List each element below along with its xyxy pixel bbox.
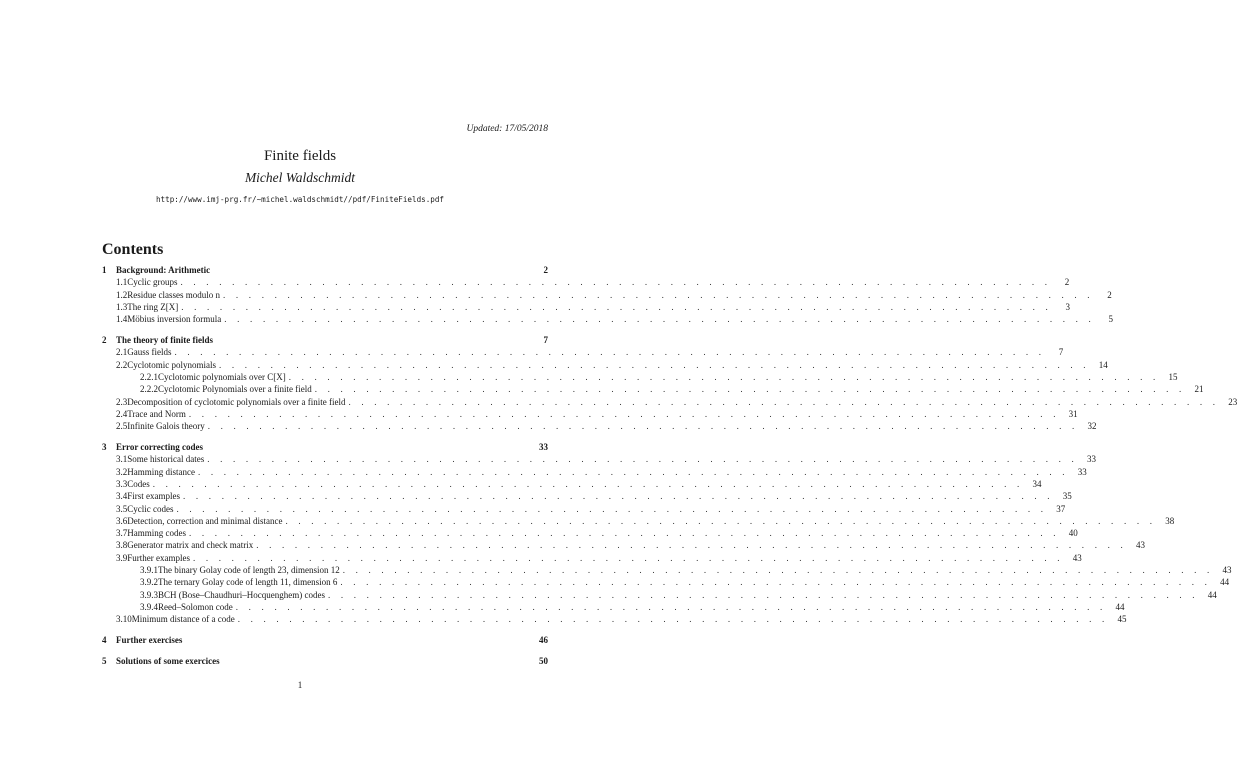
toc-entry[interactable] (102, 313, 1113, 325)
toc-leader-dots: . . . . . . . . . . . . . . . . . . . . . . . . . . . . . . . . . . . . . . . . . . . . . . . . . . . . . . . . . . . . . . . . . . . . (174, 347, 1046, 358)
toc-entry-title: The ternary Golay code of length 11, dimension 6 (158, 577, 338, 588)
toc-entry-title: Cyclic groups (127, 277, 178, 288)
toc-entry-number: 3.8 (116, 540, 128, 551)
toc-entry-page: 46 (539, 635, 548, 646)
toc-section-entry[interactable] (102, 655, 548, 667)
toc-entry-title: Background: Arithmetic (116, 265, 211, 275)
toc-entry-title: Generator matrix and check matrix (127, 540, 254, 551)
toc-entry-title: Trace and Norm (127, 408, 186, 419)
toc-entry-title: BCH (Bose–Chaudhuri–Hocquenghem) codes (158, 589, 325, 600)
toc-leader-dots: . . . . . . . . . . . . . . . . . . . . . . . . . . . . . . . . . . . . . . . . . . . . . . . . . . . . . . . . . . . . . . . . . . . . (183, 491, 1054, 502)
toc-entry-page: 35 (1062, 491, 1072, 502)
toc-entry-page: 21 (1194, 384, 1204, 395)
toc-leader-dots: . . . . . . . . . . . . . . . . . . . . . . . . . . . . . . . . . . . . . . . . . . . . . . . . . . . . . . . . . . . . . . . . . . . . (285, 515, 1157, 526)
toc-entry-page: 34 (1032, 478, 1042, 489)
toc-entry-page: 44 (1207, 589, 1217, 600)
toc-leader-dots: . . . . . . . . . . . . . . . . . . . . . . . . . . . . . . . . . . . . . . . . . . . . . . . . . . . . . . . . . . . . . . . . . . . . (256, 540, 1127, 551)
toc-leader-dots: . . . . . . . . . . . . . . . . . . . . . . . . . . . . . . . . . . . . . . . . . . . . . . . . . . . . . . . . . . . . . . . . . . . . (237, 614, 1109, 625)
toc-entry-number: 1.4 (116, 314, 128, 325)
contents-heading: Contents (102, 241, 164, 258)
toc-leader-dots: . . . . . . . . . . . . . . . . . . . . . . . . . . . . . . . . . . . . . . . . . . . . . . . . . . . . . . . . . . . . . . . . . . . . (348, 396, 1220, 407)
toc-entry[interactable] (102, 453, 1096, 465)
toc-entry-page: 50 (539, 655, 548, 666)
toc-entry-title: The ring Z[X] (127, 301, 179, 312)
toc-entry-number: 1.2 (116, 289, 128, 300)
toc-entry-number: 2.5 (116, 421, 128, 432)
toc-entry-number: 4 (102, 635, 107, 646)
toc-entry[interactable] (102, 576, 1230, 588)
toc-section-entry[interactable] (102, 634, 548, 646)
toc-entry-page: 32 (1087, 421, 1097, 432)
toc-leader-dots: . . . . . . . . . . . . . . . . . . . . . . . . . . . . . . . . . . . . . . . . . . . . . . . . . . . . . . . . . . . . . . . . . . . . (189, 528, 1060, 539)
toc-entry-page: 14 (1098, 359, 1108, 370)
toc-entry-number: 3.9.2 (140, 577, 158, 588)
toc-leader-dots: . . . . . . . . . . . . . . . . . . . . . . . . . . . . . . . . . . . . . . . . . . . . . . . . . . . . . . . . . . . . . . . . . . . . (219, 359, 1090, 370)
toc-entry-title: The binary Golay code of length 23, dimension 12 (158, 565, 340, 576)
toc-entry[interactable] (102, 601, 1125, 613)
toc-entry-title: Further examples (127, 552, 190, 563)
toc-entry[interactable] (102, 589, 1217, 601)
toc-entry-page: 7 (1058, 347, 1064, 358)
toc-entry-number: 3.9.3 (140, 589, 158, 600)
toc-leader-dots: . . . . . . . . . . . . . . . . . . . . . . . . . . . . . . . . . . . . . . . . . . . . . . . . . . . . . . . . . . . . . . . . . . . . (192, 552, 1064, 563)
toc-entry-number: 3.10 (116, 614, 132, 625)
toc-entry-page: 40 (1068, 528, 1078, 539)
page-number: 1 (297, 680, 303, 690)
toc-entry-page: 38 (1165, 515, 1175, 526)
toc-entry-page: 44 (1220, 577, 1230, 588)
toc-entry-number: 1 (102, 265, 107, 275)
toc-entry[interactable] (102, 346, 1064, 358)
toc-entry-number: 3.9 (116, 552, 128, 563)
toc-entry-number: 3.1 (116, 454, 128, 465)
toc-entry-title: Further exercises (116, 635, 183, 646)
toc-entry[interactable] (102, 383, 1204, 395)
toc-entry-number: 5 (102, 655, 107, 666)
toc-leader-dots: . . . . . . . . . . . . . . . . . . . . . . . . . . . . . . . . . . . . . . . . . . . . . . . . . . . . . . . . . . . . . . . . . . . . (314, 384, 1186, 395)
toc-entry-number: 3.4 (116, 491, 128, 502)
toc-entry[interactable] (102, 552, 1082, 564)
toc-section-entry[interactable] (102, 334, 548, 346)
toc-entry-number: 1.3 (116, 301, 128, 312)
toc-entry-title: Cyclic codes (127, 503, 174, 514)
document-title: Finite fields (263, 148, 337, 164)
toc-entry-page: 7 (543, 335, 548, 346)
toc-entry-title: Cyclotomic Polynomials over a finite field (158, 384, 312, 395)
toc-entry[interactable] (102, 490, 1072, 502)
toc-entry[interactable] (102, 478, 1042, 490)
toc-entry-page: 33 (1077, 466, 1087, 477)
toc-entry-title: The theory of finite fields (116, 335, 213, 346)
toc-entry-number: 1.1 (116, 277, 128, 288)
toc-entry[interactable] (102, 301, 1070, 313)
toc-entry-page: 23 (1228, 396, 1237, 407)
toc-entry-title: Residue classes modulo n (127, 289, 220, 300)
toc-entry-title: Möbius inversion formula (127, 314, 222, 325)
toc-leader-dots: . . . . . . . . . . . . . . . . . . . . . . . . . . . . . . . . . . . . . . . . . . . . . . . . . . . . . . . . . . . . . . . . . . . . (180, 277, 1052, 288)
toc-entry[interactable] (102, 515, 1175, 527)
toc-entry[interactable] (102, 466, 1087, 478)
toc-entry-title: First examples (127, 491, 180, 502)
toc-entry[interactable] (102, 503, 1066, 515)
toc-entry-number: 3.6 (116, 515, 128, 526)
toc-entry-number: 2.4 (116, 408, 128, 419)
toc-leader-dots: . . . . . . . . . . . . . . . . . . . . . . . . . . . . . . . . . . . . . . . . . . . . . . . . . . . . . . . . . . . . . . . . . . . . (152, 478, 1024, 489)
toc-entry-title: Decomposition of cyclotomic polynomials over a finite field (127, 396, 346, 407)
toc-entry-title: Cyclotomic polynomials over C[X] (158, 371, 286, 382)
toc-entry-number: 3.2 (116, 466, 128, 477)
toc-leader-dots: . . . . . . . . . . . . . . . . . . . . . . . . . . . . . . . . . . . . . . . . . . . . . . . . . . . . . . . . . . . . . . . . . . . . (207, 421, 1079, 432)
toc-entry[interactable] (102, 289, 1112, 301)
author-name: Michel Waldschmidt (244, 170, 356, 185)
toc-entry-number: 2.2.1 (140, 371, 158, 382)
toc-leader-dots: . . . . . . . . . . . . . . . . . . . . . . . . . . . . . . . . . . . . . . . . . . . . . . . . . . . . . . . . . . . . . . . . . . . . (342, 565, 1214, 576)
toc-leader-dots: . . . . . . . . . . . . . . . . . . . . . . . . . . . . . . . . . . . . . . . . . . . . . . . . . . . . . . . . . . . . . . . . . . . . (188, 408, 1060, 419)
toc-entry[interactable] (102, 408, 1078, 420)
toc-entry-number: 3.3 (116, 478, 128, 489)
toc-leader-dots: . . . . . . . . . . . . . . . . . . . . . . . . . . . . . . . . . . . . . . . . . . . . . . . . . . . . . . . . . . . . . . . . . . . . (197, 466, 1069, 477)
toc-entry[interactable] (102, 276, 1070, 288)
toc-entry[interactable] (102, 371, 1178, 383)
toc-entry-title: Solutions of some exercices (116, 655, 220, 666)
toc-entry-title: Minimum distance of a code (131, 614, 235, 625)
updated-date: Updated: 17/05/2018 (466, 124, 548, 134)
toc-entry-page: 2 (543, 265, 548, 275)
toc-entry-page: 3 (1065, 301, 1070, 312)
toc-entry-page: 2 (1107, 289, 1112, 300)
toc-entry-title: Error correcting codes (116, 442, 203, 453)
toc-entry-title: Some historical dates (127, 454, 205, 465)
toc-entry-page: 15 (1168, 371, 1178, 382)
toc-entry[interactable] (102, 564, 1232, 576)
document-url[interactable]: http://www.imj-prg.fr/~michel.waldschmidt//pdf/FiniteFields.pdf (155, 195, 445, 204)
toc-leader-dots: . . . . . . . . . . . . . . . . . . . . . . . . . . . . . . . . . . . . . . . . . . . . . . . . . . . . . . . . . . . . . . . . . . . . (224, 314, 1095, 325)
toc-entry-title: Hamming codes (127, 528, 186, 539)
toc-entry-title: Detection, correction and minimal distance (127, 515, 283, 526)
toc-leader-dots: . . . . . . . . . . . . . . . . . . . . . . . . . . . . . . . . . . . . . . . . . . . . . . . . . . . . . . . . . . . . . . . . . . . . (327, 589, 1199, 600)
toc-entry-page: 33 (1086, 454, 1096, 465)
toc-leader-dots: . . . . . . . . . . . . . . . . . . . . . . . . . . . . . . . . . . . . . . . . . . . . . . . . . . . . . . . . . . . . . . . . . . . . (223, 289, 1094, 300)
toc-entry[interactable] (102, 527, 1078, 539)
toc-entry-title: Infinite Galois theory (127, 421, 205, 432)
toc-entry[interactable] (102, 539, 1145, 551)
toc-entry[interactable] (102, 420, 1097, 432)
toc-leader-dots: . . . . . . . . . . . . . . . . . . . . . . . . . . . . . . . . . . . . . . . . . . . . . . . . . . . . . . . . . . . . . . . . . . . . (207, 454, 1078, 465)
toc-entry-number: 2.2.2 (140, 384, 158, 395)
toc-entry-number: 2.2 (116, 359, 128, 370)
toc-leader-dots: . . . . . . . . . . . . . . . . . . . . . . . . . . . . . . . . . . . . . . . . . . . . . . . . . . . . . . . . . . . . . . . . . . . . (176, 503, 1048, 514)
toc-entry-title: Hamming distance (127, 466, 195, 477)
toc-section-entry[interactable] (102, 441, 548, 453)
toc-entry[interactable] (102, 396, 1237, 408)
toc-entry-title: Cyclotomic polynomials (127, 359, 216, 370)
toc-entry[interactable] (102, 613, 1127, 625)
toc-entry-title: Gauss fields (127, 347, 172, 358)
toc-entry-page: 31 (1068, 408, 1078, 419)
toc-section-entry[interactable] (102, 264, 548, 276)
toc-leader-dots: . . . . . . . . . . . . . . . . . . . . . . . . . . . . . . . . . . . . . . . . . . . . . . . . . . . . . . . . . . . . . . . . . . . . (288, 371, 1160, 382)
toc-entry-page: 45 (1117, 614, 1127, 625)
toc-entry-page: 33 (539, 442, 548, 453)
toc-entry-title: Codes (127, 478, 150, 489)
toc-entry-page: 37 (1056, 503, 1066, 514)
toc-entry-number: 3 (102, 442, 107, 453)
toc-entry-page: 43 (1135, 540, 1145, 551)
toc-entry-number: 3.5 (116, 503, 128, 514)
toc-entry-page: 44 (1115, 601, 1125, 612)
toc-entry-number: 2.1 (116, 347, 128, 358)
toc-entry[interactable] (102, 359, 1108, 371)
toc-entry-page: 2 (1064, 277, 1070, 288)
toc-entry-number: 2 (102, 335, 107, 346)
toc-leader-dots: . . . . . . . . . . . . . . . . . . . . . . . . . . . . . . . . . . . . . . . . . . . . . . . . . . . . . . . . . . . . . . . . . . . . (235, 601, 1107, 612)
toc-entry-page: 43 (1072, 552, 1082, 563)
toc-entry-number: 3.9.4 (140, 601, 158, 612)
toc-entry-number: 3.7 (116, 528, 128, 539)
toc-leader-dots: . . . . . . . . . . . . . . . . . . . . . . . . . . . . . . . . . . . . . . . . . . . . . . . . . . . . . . . . . . . . . . . . . . . . (340, 577, 1212, 588)
table-of-contents (102, 264, 1237, 667)
toc-entry-title: Reed–Solomon code (158, 601, 233, 612)
toc-entry-number: 2.3 (116, 396, 128, 407)
toc-entry-page: 43 (1222, 565, 1232, 576)
toc-entry-number: 3.9.1 (140, 565, 158, 576)
toc-entry-page: 5 (1108, 314, 1113, 325)
toc-leader-dots: . . . . . . . . . . . . . . . . . . . . . . . . . . . . . . . . . . . . . . . . . . . . . . . . . . . . . . . . . . . . . . . . . . . . (181, 301, 1052, 312)
